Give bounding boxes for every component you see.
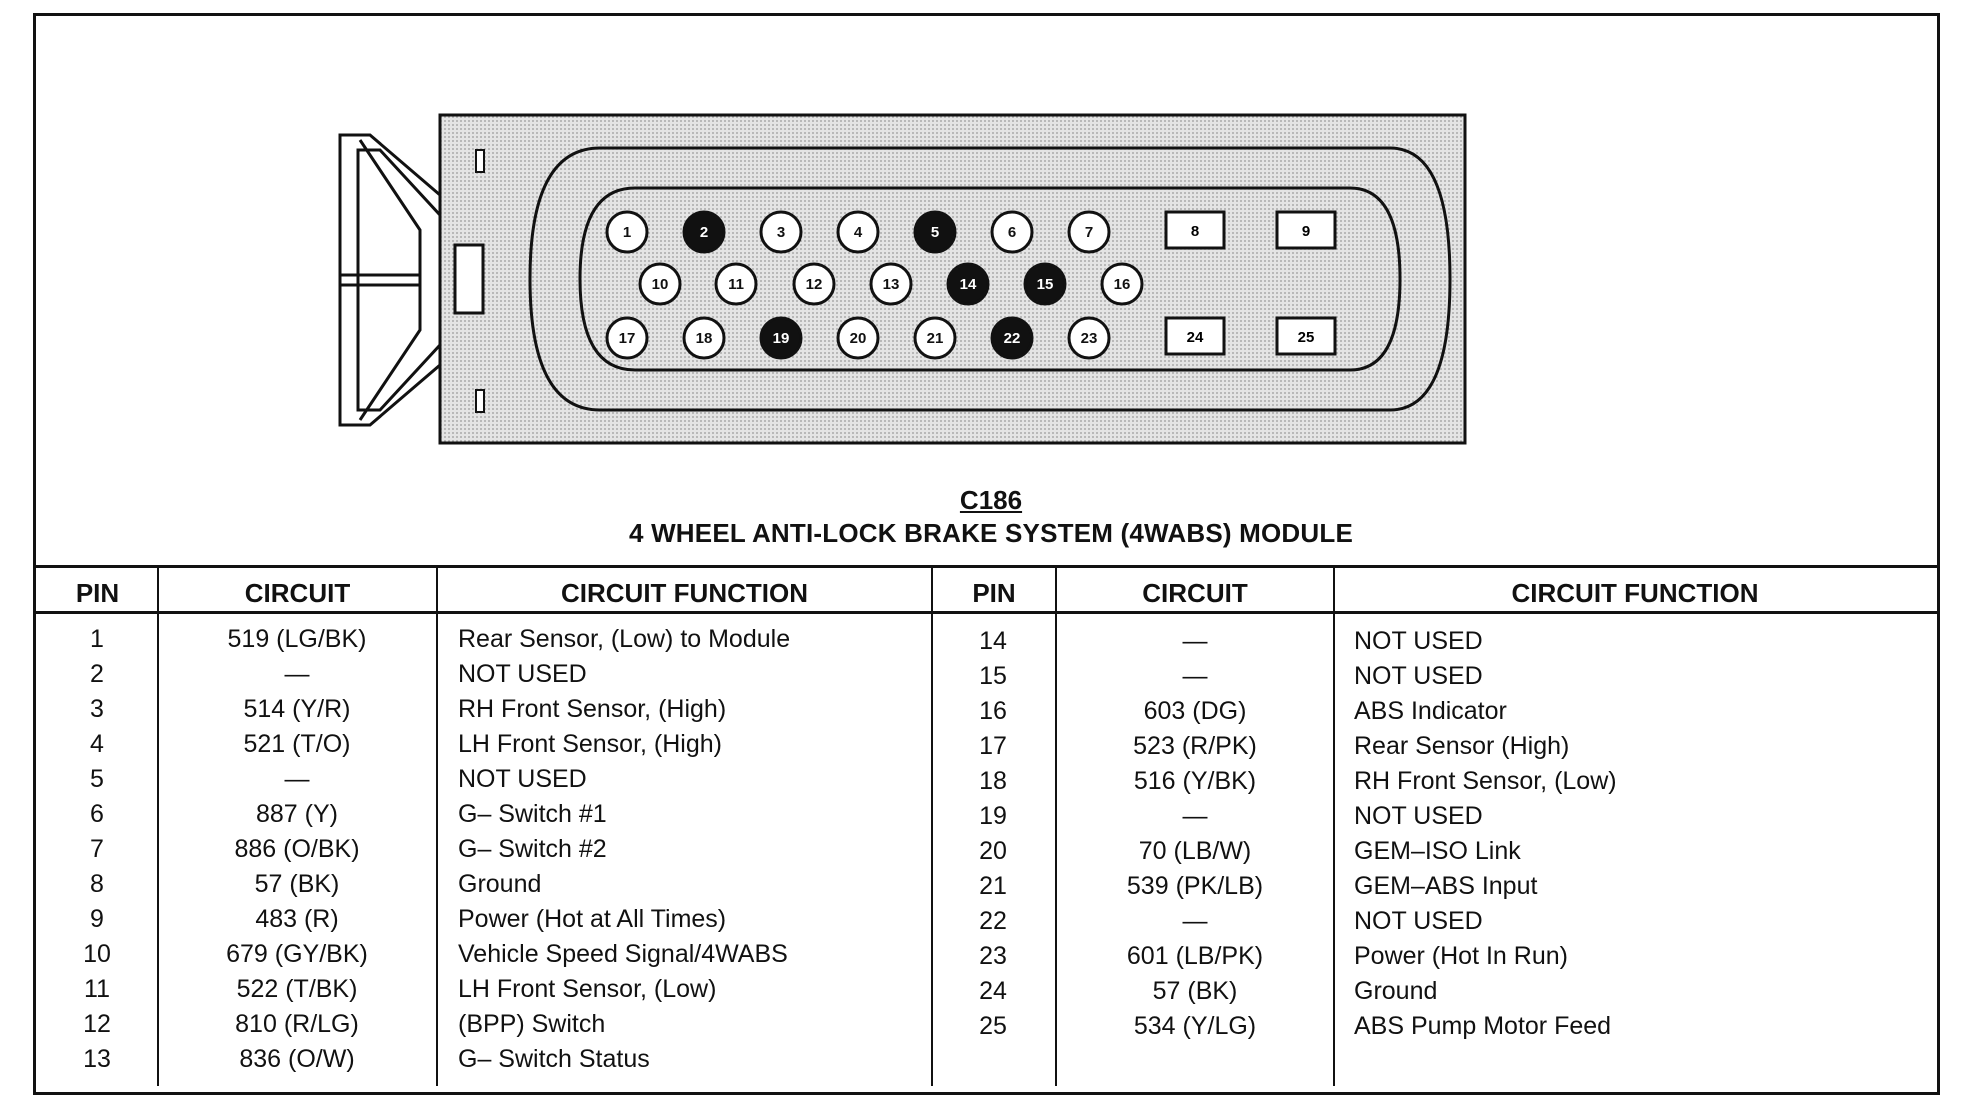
column-divider — [1055, 566, 1057, 1086]
circuit-function: NOT USED — [1354, 627, 1483, 655]
circuit-function: Rear Sensor, (Low) to Module — [458, 625, 791, 653]
pin-number: 2 — [90, 660, 104, 688]
connector-latch — [340, 135, 440, 425]
circuit-function: Power (Hot In Run) — [1354, 942, 1568, 970]
circuit-function: LH Front Sensor, (Low) — [458, 975, 717, 1003]
circuit-function: NOT USED — [458, 765, 587, 793]
pin-label: 2 — [699, 224, 709, 241]
pin-number: 24 — [979, 977, 1007, 1005]
pin-18 — [684, 318, 724, 358]
pin-label: 10 — [651, 276, 669, 293]
circuit-code: — — [1182, 662, 1208, 690]
circuit-function: (BPP) Switch — [458, 1010, 606, 1038]
pin-11 — [716, 264, 756, 304]
circuit-code: 57 (BK) — [254, 870, 340, 898]
pin-label: 9 — [1301, 223, 1311, 240]
circuit-function: Ground — [1354, 977, 1438, 1005]
circuit-function: NOT USED — [1354, 802, 1483, 830]
circuit-function: RH Front Sensor, (Low) — [1354, 767, 1617, 795]
pin-label: 24 — [1186, 329, 1204, 346]
pin-number: 9 — [90, 905, 104, 933]
connector-id: C186 — [959, 485, 1023, 515]
pin-8 — [1166, 212, 1224, 248]
pin-label: 8 — [1190, 223, 1200, 240]
circuit-function: GEM–ABS Input — [1354, 872, 1538, 900]
circuit-code: 601 (LB/PK) — [1126, 942, 1264, 970]
pin-number: 17 — [979, 732, 1007, 760]
circuit-code: 521 (T/O) — [243, 730, 351, 758]
column-divider — [436, 566, 438, 1086]
circuit-function: Rear Sensor (High) — [1354, 732, 1570, 760]
pin-number: 7 — [90, 835, 104, 863]
header-pin-left: PIN — [75, 578, 120, 608]
circuit-function: NOT USED — [1354, 662, 1483, 690]
circuit-code: — — [284, 765, 310, 793]
pin-21 — [915, 318, 955, 358]
circuit-code: 514 (Y/R) — [243, 695, 351, 723]
circuit-code: 810 (R/LG) — [235, 1010, 359, 1038]
pin-label: 6 — [1007, 224, 1017, 241]
pin-label: 23 — [1080, 330, 1098, 347]
pin-17 — [607, 318, 647, 358]
circuit-function: NOT USED — [458, 660, 587, 688]
circuit-function: NOT USED — [1354, 907, 1483, 935]
pin-3 — [761, 212, 801, 252]
pin-20 — [838, 318, 878, 358]
pin-label: 14 — [959, 276, 977, 293]
circuit-code: — — [284, 660, 310, 688]
pin-16 — [1102, 264, 1142, 304]
pin-12 — [794, 264, 834, 304]
pin-6 — [992, 212, 1032, 252]
pin-label: 5 — [930, 224, 940, 241]
circuit-code: 57 (BK) — [1152, 977, 1238, 1005]
pin-number: 19 — [979, 802, 1007, 830]
pin-number: 13 — [83, 1045, 111, 1073]
pin-number: 25 — [979, 1012, 1007, 1040]
pin-10 — [640, 264, 680, 304]
circuit-function: RH Front Sensor, (High) — [458, 695, 727, 723]
circuit-code: 522 (T/BK) — [236, 975, 358, 1003]
pin-number: 4 — [90, 730, 104, 758]
pin-label: 7 — [1084, 224, 1094, 241]
circuit-function: Power (Hot at All Times) — [458, 905, 727, 933]
pin-24 — [1166, 318, 1224, 354]
pin-number: 16 — [979, 697, 1007, 725]
column-divider — [1333, 566, 1335, 1086]
circuit-code: 679 (GY/BK) — [226, 940, 368, 968]
pin-23 — [1069, 318, 1109, 358]
circuit-code: 887 (Y) — [256, 800, 338, 828]
circuit-code: — — [1182, 907, 1208, 935]
circuit-function: Vehicle Speed Signal/4WABS — [458, 940, 788, 968]
pin-4 — [838, 212, 878, 252]
pin-label: 20 — [849, 330, 867, 347]
pin-label: 21 — [926, 330, 944, 347]
circuit-code: — — [1182, 627, 1208, 655]
circuit-function: ABS Pump Motor Feed — [1354, 1012, 1612, 1040]
pin-label: 1 — [622, 224, 632, 241]
pin-number: 22 — [979, 907, 1007, 935]
circuit-code: 886 (O/BK) — [234, 835, 360, 863]
pin-number: 8 — [90, 870, 104, 898]
pin-label: 13 — [882, 276, 900, 293]
table-header-rule — [36, 611, 1940, 614]
pin-number: 12 — [83, 1010, 111, 1038]
pin-label: 17 — [618, 330, 636, 347]
connector-title: 4 WHEEL ANTI-LOCK BRAKE SYSTEM (4WABS) MODULE — [628, 518, 1353, 548]
pin-7 — [1069, 212, 1109, 252]
circuit-code: 519 (LG/BK) — [227, 625, 367, 653]
circuit-code: 603 (DG) — [1143, 697, 1247, 725]
circuit-code: 483 (R) — [255, 905, 339, 933]
pin-label: 25 — [1297, 329, 1315, 346]
circuit-function: Ground — [458, 870, 542, 898]
pin-13 — [871, 264, 911, 304]
pin-number: 1 — [90, 625, 104, 653]
circuit-code: 516 (Y/BK) — [1133, 767, 1257, 795]
pin-15 — [1025, 264, 1065, 304]
header-function-right: CIRCUIT FUNCTION — [1511, 578, 1759, 608]
circuit-code: 539 (PK/LB) — [1126, 872, 1264, 900]
pin-number: 18 — [979, 767, 1007, 795]
circuit-code: 70 (LB/W) — [1138, 837, 1252, 865]
header-circuit-left: CIRCUIT — [244, 578, 351, 608]
circuit-code: 523 (R/PK) — [1133, 732, 1257, 760]
circuit-code: 836 (O/W) — [239, 1045, 355, 1073]
circuit-function: LH Front Sensor, (High) — [458, 730, 722, 758]
circuit-function: ABS Indicator — [1354, 697, 1507, 725]
pin-number: 3 — [90, 695, 104, 723]
circuit-code: 534 (Y/LG) — [1133, 1012, 1257, 1040]
pin-label: 18 — [695, 330, 713, 347]
header-function-left: CIRCUIT FUNCTION — [561, 578, 808, 608]
pin-number: 15 — [979, 662, 1007, 690]
pin-label: 16 — [1113, 276, 1131, 293]
pin-label: 22 — [1003, 330, 1021, 347]
pin-number: 14 — [979, 627, 1007, 655]
pin-label: 4 — [853, 224, 863, 241]
pin-label: 15 — [1036, 276, 1054, 293]
table-top-rule — [36, 565, 1940, 568]
circuit-function: G– Switch #2 — [458, 835, 607, 863]
pin-22 — [992, 318, 1032, 358]
circuit-function: G– Switch #1 — [458, 800, 607, 828]
pin-number: 6 — [90, 800, 104, 828]
pin-number: 23 — [979, 942, 1007, 970]
pin-label: 19 — [772, 330, 790, 347]
column-divider — [157, 566, 159, 1086]
connector-key — [455, 245, 483, 313]
circuit-code: — — [1182, 802, 1208, 830]
pin-number: 10 — [83, 940, 111, 968]
pin-label: 12 — [805, 276, 823, 293]
pin-label: 11 — [728, 276, 744, 293]
header-circuit-right: CIRCUIT — [1142, 578, 1248, 608]
circuit-function: GEM–ISO Link — [1354, 837, 1521, 865]
pin-5 — [915, 212, 955, 252]
pin-14 — [948, 264, 988, 304]
column-divider — [931, 566, 933, 1086]
connector-diagram — [0, 0, 1982, 480]
header-pin-right: PIN — [972, 578, 1016, 608]
circuit-function: G– Switch Status — [458, 1045, 650, 1073]
pin-number: 11 — [84, 975, 110, 1003]
pin-number: 5 — [90, 765, 104, 793]
pin-19 — [761, 318, 801, 358]
pin-9 — [1277, 212, 1335, 248]
pin-2 — [684, 212, 724, 252]
pin-label: 3 — [776, 224, 786, 241]
pin-number: 21 — [979, 872, 1007, 900]
pin-number: 20 — [979, 837, 1007, 865]
pin-1 — [607, 212, 647, 252]
pin-25 — [1277, 318, 1335, 354]
